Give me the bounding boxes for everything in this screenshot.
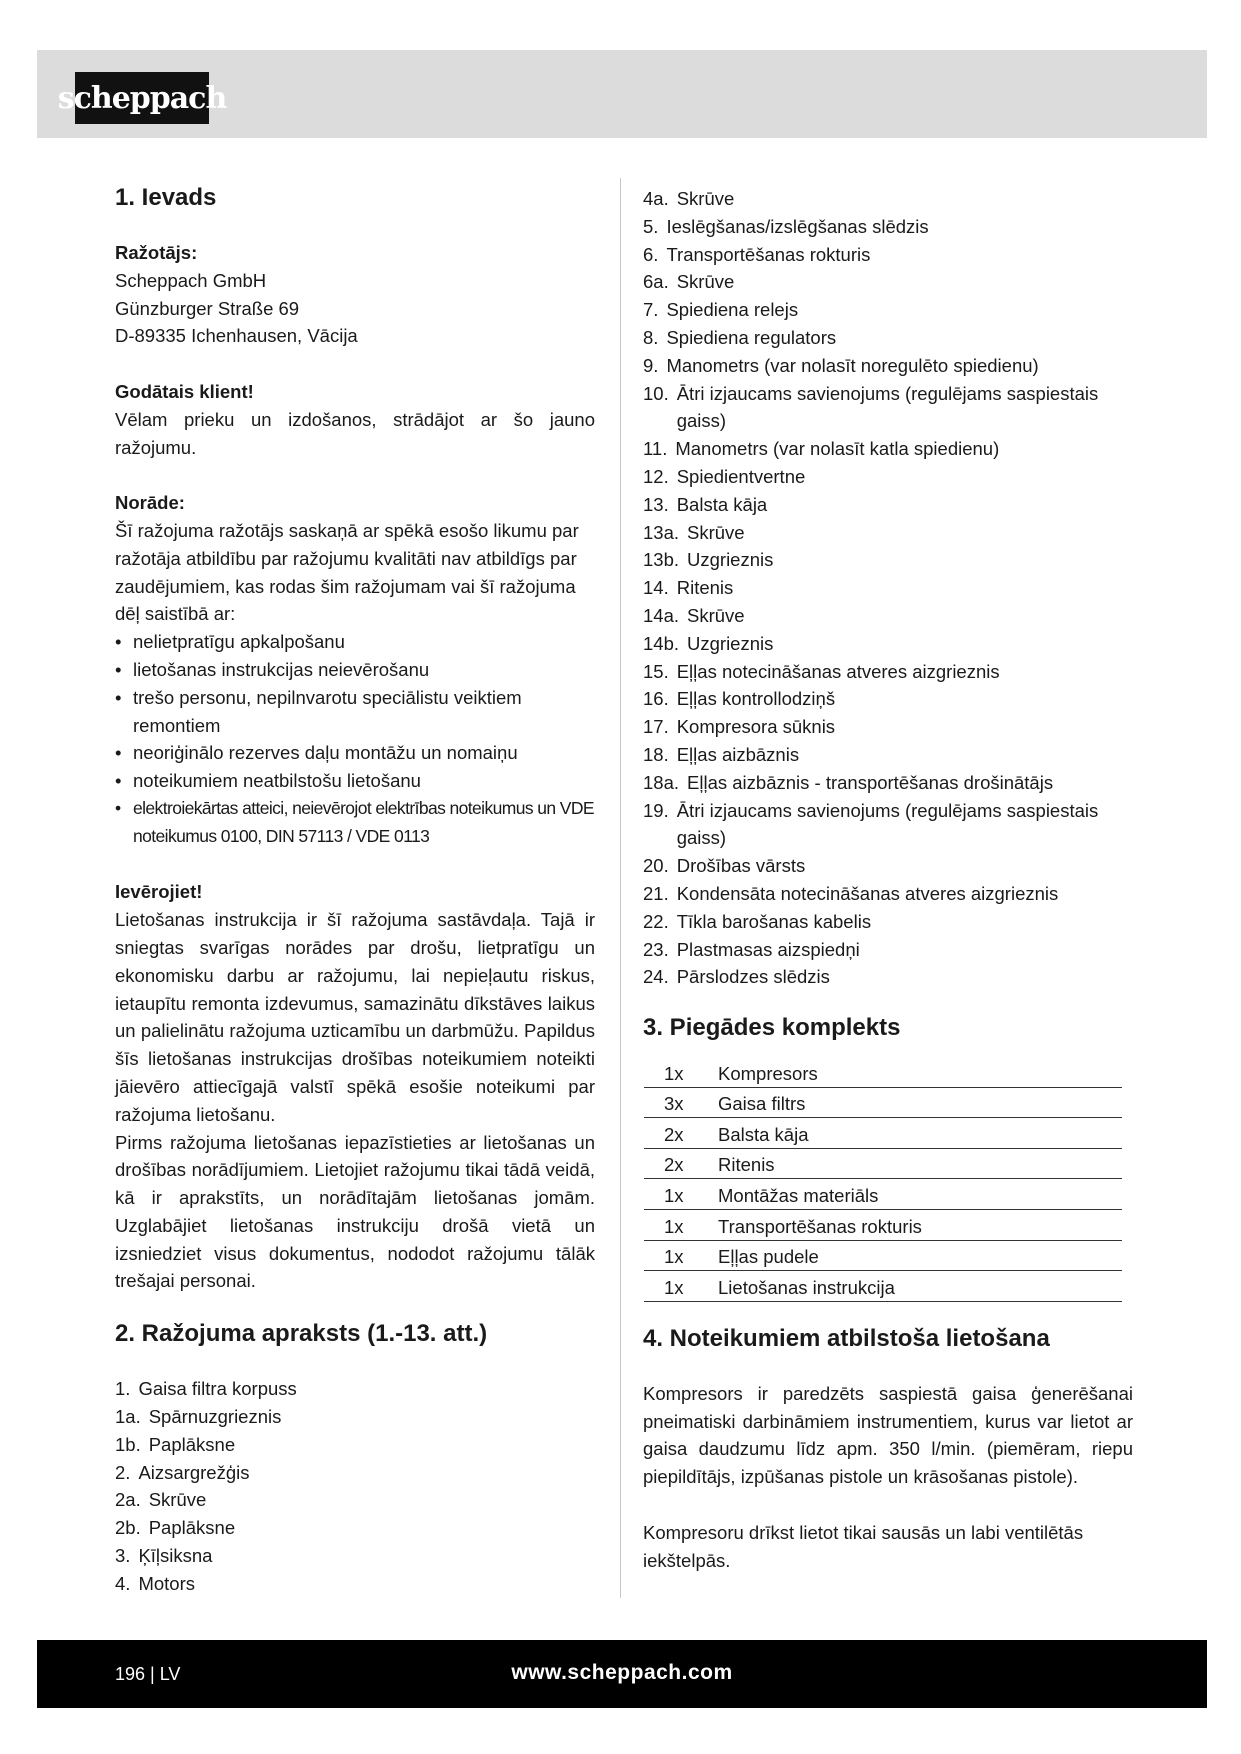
list-item: • trešo personu, nepilnvarotu speciālistu veiktiem remontiem <box>115 684 595 740</box>
list-item: • nelietpratīgu apkalpošanu <box>115 628 595 656</box>
page-number: 196 | LV <box>115 1664 181 1684</box>
table-row: 3x Gaisa filtrs <box>644 1087 1122 1118</box>
list-item: 13a. Skrūve <box>643 521 745 543</box>
list-item: 14. Ritenis <box>643 577 734 599</box>
list-item: 9. Manometrs (var nolasīt noregulēto spiedienu) <box>643 354 1039 376</box>
list-item: • neoriģinālo rezerves daļu montāžu un nomaiņu <box>115 739 595 767</box>
list-item: 3. Ķīļsiksna <box>115 1545 213 1567</box>
list-item: 5. Ieslēgšanas/izslēgšanas slēdzis <box>643 215 929 237</box>
section-3-title: 3. Piegādes komplekts <box>643 1014 901 1042</box>
list-item: • lietošanas instrukcijas neievērošanu <box>115 656 595 684</box>
list-item: 22. Tīkla barošanas kabelis <box>643 910 872 932</box>
list-item: 14a. Skrūve <box>643 604 745 626</box>
list-item: 18a. Eļļas aizbāznis - transportēšanas drošinātājs <box>643 771 1054 793</box>
table-row: 2x Balsta kāja <box>644 1118 1122 1149</box>
list-item: 14b. Uzgrieznis <box>643 632 774 654</box>
manufacturer-label: Ražotājs: <box>115 242 198 263</box>
attention-label: Ievērojiet! <box>115 881 203 903</box>
list-item: 12. Spiedientvertne <box>643 465 806 487</box>
website-link[interactable]: www.scheppach.com <box>511 1661 733 1684</box>
table-row: 1x Transportēšanas rokturis <box>644 1210 1122 1241</box>
list-item: 19. Ātri izjaucams savienojums (regulējams saspiestais gaiss) <box>643 799 1099 849</box>
list-item: 1b. Paplāksne <box>115 1433 236 1455</box>
table-row: 2x Ritenis <box>644 1148 1122 1179</box>
manufacturer-line: Scheppach GmbH <box>115 269 267 291</box>
list-item: 7. Spiediena relejs <box>643 299 799 321</box>
parts-list-left <box>115 1375 595 1597</box>
note-text: Šī ražojuma ražotājs saskaņā ar spēkā esošo likumu par ražotāja atbildību par ražojumu kvalitāti nav atbildīgs par zaudējumiem, kas rodas šim ražojumam vai šī ražojuma dēļ saistībā ar: <box>115 519 579 625</box>
right-column <box>643 185 1133 1574</box>
brand-logo: scheppach <box>75 72 209 124</box>
page-footer <box>37 1640 1207 1708</box>
intended-use-paragraph-2: Kompresoru drīkst lietot tikai sausās un labi ventilētās iekštelpās. <box>643 1521 1084 1571</box>
list-item: 23. Plastmasas aizspiedņi <box>643 938 860 960</box>
note-label: Norāde: <box>115 492 185 514</box>
parts-list-right <box>643 185 1133 991</box>
list-item: 1. Gaisa filtra korpuss <box>115 1378 297 1400</box>
attention-paragraph-2: Pirms ražojuma lietošanas iepazīstieties ar lietošanas un drošības norādījumiem. Lietojiet ražojumu tikai tādā veidā, kā ir aprakstīts, un norādītajām lietošanas jomām. Uzglabājiet lietošanas instrukciju drošā vietā un izsniedziet visus dokumentus, nododot ražojumu tālāk trešajai personai. <box>115 1131 595 1292</box>
scope-of-delivery-table <box>644 1057 1122 1302</box>
dear-customer-label: Godātais klient! <box>115 380 254 402</box>
manufacturer-line: Günzburger Straße 69 <box>115 297 300 319</box>
list-item: • elektroiekārtas atteici, neievērojot elektrības noteikumus un VDE noteikumus 0100, DIN 57113 / VDE 0113 <box>115 795 595 851</box>
list-item: 13. Balsta kāja <box>643 493 768 515</box>
section-2-title: 2. Ražojuma apraksts (1.-13. att.) <box>115 1320 488 1348</box>
list-item: 2b. Paplāksne <box>115 1517 236 1539</box>
list-item: 18. Eļļas aizbāznis <box>643 743 800 765</box>
note-bullet-list <box>115 628 595 850</box>
section-4-title: 4. Noteikumiem atbilstoša lietošana <box>643 1324 1050 1352</box>
table-row: 1x Lietošanas instrukcija <box>644 1271 1122 1302</box>
page-header <box>37 50 1207 138</box>
dear-customer-text: Vēlam prieku un izdošanos, strādājot ar šo jauno ražojumu. <box>115 408 595 458</box>
list-item: 20. Drošības vārsts <box>643 855 806 877</box>
column-divider <box>620 178 621 1598</box>
list-item: 10. Ātri izjaucams savienojums (regulējams saspiestais gaiss) <box>643 382 1099 432</box>
list-item: 13b. Uzgrieznis <box>643 549 774 571</box>
attention-paragraph-1: Lietošanas instrukcija ir šī ražojuma sastāvdaļa. Tajā ir sniegtas svarīgas norādes par drošu, lietpratīgu un ekonomisku darbu ar ražojumu, lai nepieļautu riskus, ietaupītu remonta izdevumus, samazinātu dīkstāves laikus un palielinātu ražojuma uzticamību un darbmūžu. Papildus šīs lietošanas instrukcijas drošības noteikumiem noteikti jāievēro attiecīgajā valstī spēkā esošie noteikumi par ražojuma lietošanu. <box>115 909 595 1125</box>
table-row: 1x Eļļas pudele <box>644 1240 1122 1271</box>
list-item: 2. Aizsargrežģis <box>115 1461 250 1483</box>
list-item: 2a. Skrūve <box>115 1489 207 1511</box>
list-item: 21. Kondensāta notecināšanas atveres aizgrieznis <box>643 882 1059 904</box>
table-row: 1x Montāžas materiāls <box>644 1179 1122 1210</box>
list-item: 6. Transportēšanas rokturis <box>643 243 871 265</box>
intended-use-paragraph-1: Kompresors ir paredzēts saspiestā gaisa ģenerēšanai pneimatiski darbināmiem instrumentiem, kurus var lietot ar gaisa daudzumu līdz apm. 350 l/min. (piemēram, riepu piepildītājs, izpūšanas pistole un krāsošanas pistole). <box>643 1382 1133 1488</box>
list-item: 4. Motors <box>115 1572 195 1594</box>
list-item: 8. Spiediena regulators <box>643 326 837 348</box>
left-column <box>115 183 595 1598</box>
list-item: 1a. Spārnuzgrieznis <box>115 1406 282 1428</box>
list-item: 16. Eļļas kontrollodziņš <box>643 688 836 710</box>
list-item: 17. Kompresora sūknis <box>643 716 836 738</box>
list-item: 6a. Skrūve <box>643 271 735 293</box>
table-row: 1x Kompresors <box>644 1057 1122 1087</box>
list-item: 11. Manometrs (var nolasīt katla spiedienu) <box>643 438 1000 460</box>
list-item: • noteikumiem neatbilstošu lietošanu <box>115 767 595 795</box>
manufacturer-line: D-89335 Ichenhausen, Vācija <box>115 325 358 347</box>
list-item: 15. Eļļas notecināšanas atveres aizgrieznis <box>643 660 1000 682</box>
list-item: 24. Pārslodzes slēdzis <box>643 966 830 988</box>
list-item: 4a. Skrūve <box>643 188 735 209</box>
section-1-title: 1. Ievads <box>115 184 217 211</box>
